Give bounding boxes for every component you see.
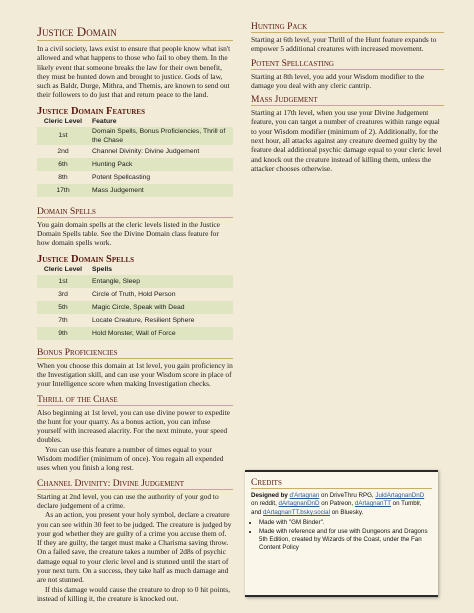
- justice-domain-heading: Justice Domain: [37, 25, 233, 41]
- channel-divinity-paragraph-3: If this damage would cause the creature to drop to 0 hit points, instead of killing it, the creature is knocked out.: [37, 584, 230, 603]
- reddit-link[interactable]: JuldArtagnanDnD: [375, 492, 425, 499]
- mass-judgement-text: Starting at 17th level, when you use your Divine Judgement feature, you can target a number of creatures within range equal to your Wisdom modifier (minimum of 2). Additionally, for the next hour, all attacks against any creature deemed guilty by the feature deal additional psychic damage equal to your cleric level and knock out the creature instead of killing them, unless the attacker chooses otherwise.: [251, 108, 442, 173]
- features-table-title: Justice Domain Features: [37, 105, 145, 117]
- tumblr-link[interactable]: dArtagnanTT: [354, 500, 391, 508]
- potent-spellcasting-text: Starting at 8th level, you add your Wisdom modifier to the damage you deal with any cleric cantrip.: [251, 71, 425, 90]
- thrill-paragraph-2: You can use this feature a number of times equal to your Wisdom modifier (minimum of once). You regain all expended uses when you finish a long rest.: [37, 444, 224, 473]
- features-col-feature: Feature: [92, 117, 117, 125]
- table-row: 5th Magic Circle, Speak with Dead: [37, 301, 233, 314]
- table-row: 1st Entangle, Sleep: [37, 275, 233, 288]
- spells-col-level: Cleric Level: [43, 265, 83, 273]
- thrill-of-the-chase-heading: Thrill of the Chase: [37, 395, 233, 406]
- mass-judgement-heading: Mass Judgement: [251, 95, 444, 106]
- table-row: 17th Mass Judgement: [37, 184, 233, 197]
- table-row: 7th Locate Creature, Resilient Sphere: [58, 316, 195, 324]
- bonus-proficiencies-text: When you choose this domain at 1st level, you gain proficiency in the Investigation skill, and can use your Wisdom score in place of your Intelligence score when making Investigation checks.: [37, 360, 233, 389]
- domain-spells-heading: Domain Spells: [37, 207, 233, 218]
- right-column: [251, 0, 444, 173]
- bonus-proficiencies-heading: Bonus Proficiencies: [37, 348, 233, 359]
- table-row: 8th Potent Spellcasting: [58, 173, 151, 181]
- credits-heading: Credits: [251, 478, 432, 489]
- channel-divinity-paragraph-2: As an action, you present your holy symbol, declare a creature you can see within 30 feet to be judged. The creature is judged by your god whether they are guilty of a crime you accuse them of. If they are guilty, the target must make a Charisma saving throw. On a failed save, the creature takes a number of 2d8s of psychic damage equal to your cleric level and is stunned until the start of your next turn. On a success, they take half as much damage and are not stunned.: [37, 510, 232, 585]
- thrill-paragraph-1: Also beginning at 1st level, you can use divine power to expedite the hunt for your quarry. As a bonus action, you can infuse yourself with increased alacrity. For the next minute, your speed doubles.: [37, 407, 230, 445]
- bluesky-link[interactable]: dArtagnanTT.bsky.social: [263, 508, 330, 516]
- table-row: 1st Domain Spells, Bonus Proficiencies, Thrill of the Chase: [37, 127, 233, 145]
- hunting-pack-heading: Hunting Pack: [251, 22, 444, 33]
- channel-divinity-paragraph-1: Starting at 2nd level, you can use the authority of your god to declare judgement of a crime.: [37, 491, 219, 510]
- table-row: 6th Hunting Pack: [37, 158, 233, 171]
- credits-designed-by: Designed by d'Artagnan on DriveThru RPG, JuldArtagnanDnD on reddit, dArtagnanDnD on Patreon, dArtagnanTT on Tumblr, and dArtagnanTT.bsky.social on Bluesky.: [251, 492, 425, 516]
- spells-table-title: Justice Domain Spells: [37, 253, 135, 265]
- hunting-pack-text: Starting at 6th level, your Thrill of the Hunt feature expands to empower 5 additional creatures with increased movement.: [251, 35, 437, 54]
- author-link[interactable]: d'Artagnan: [289, 492, 320, 499]
- features-col-level: Cleric Level: [43, 117, 83, 125]
- justice-domain-intro: In a civil society, laws exist to ensure that people know what isn't allowed and what happens to those who fail to obey them. In the likely event that someone breaks the law for their own benefit, they must be hunted down and brought to justice. Gods of law, such as Baldr, Durge, Mithra, and Themis, are known to send out their followers to do just that and return peace to the land.: [37, 44, 231, 100]
- features-table: [37, 117, 233, 197]
- patreon-link[interactable]: dArtagnanDnD: [278, 500, 320, 508]
- potent-spellcasting-heading: Potent Spellcasting: [251, 59, 444, 70]
- table-row: 9th Hold Monster, Wall of Force: [37, 327, 233, 340]
- channel-divinity-heading: Channel Divinity: Divine Judgement: [37, 479, 233, 490]
- credits-box: [245, 470, 438, 597]
- domain-spells-text: You gain domain spells at the cleric levels listed in the Justice Domain Spells table. See the Divine Domain class feature for how domain spells work.: [37, 219, 220, 248]
- spells-table: [37, 265, 233, 340]
- table-row: 3rd Circle of Truth, Hold Person: [58, 290, 176, 298]
- table-row: 2nd Channel Divinity: Divine Judgement: [57, 147, 200, 155]
- credits-list: [251, 519, 432, 553]
- spells-col-spells: Spells: [92, 265, 113, 273]
- left-column: [37, 0, 233, 603]
- list-item: • Made with reference and for use with Dungeons and Dragons 5th Edition, created by Wizards of the Coast, under the Fan Content Policy: [259, 528, 432, 553]
- list-item: • Made with "GM Binder".: [259, 519, 432, 527]
